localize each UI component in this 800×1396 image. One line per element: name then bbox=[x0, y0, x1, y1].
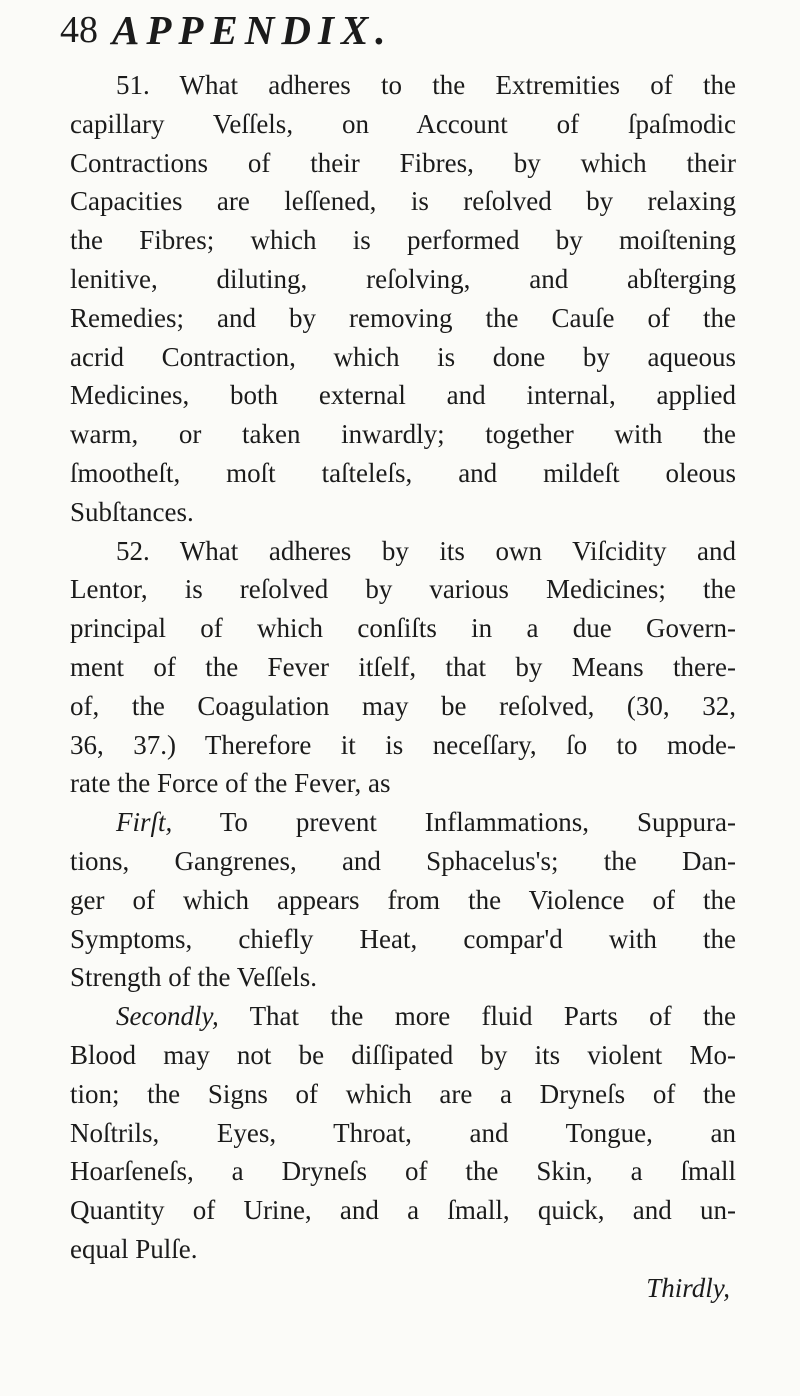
paragraph-second bbox=[70, 997, 736, 1269]
text-line: Blood may not be diſſipated by its violent Mo- bbox=[70, 1039, 736, 1070]
second-lead: Secondly, bbox=[116, 1001, 219, 1032]
text-line: Lentor, is reſolved by various Medicines; the bbox=[70, 574, 736, 605]
text-line: Contractions of their Fibres, by which their bbox=[70, 147, 736, 178]
paragraph-first bbox=[70, 803, 736, 997]
catchword-line bbox=[70, 1269, 736, 1308]
text-line: of, the Coagulation may be reſolved, (30, 32, bbox=[70, 690, 736, 721]
text-line: capillary Veſſels, on Account of ſpaſmodic bbox=[70, 108, 736, 139]
text-line: 52. What adheres by its own Viſcidity and bbox=[116, 535, 736, 566]
text-line: Strength of the Veſſels. bbox=[70, 962, 317, 993]
text-line: warm, or taken inwardly; together with the bbox=[70, 419, 736, 450]
text-line: acrid Contraction, which is done by aqueous bbox=[70, 341, 736, 372]
text-line: ment of the Fever itſelf, that by Means there- bbox=[70, 651, 736, 682]
running-head: APPENDIX. bbox=[112, 7, 393, 53]
page-number: 48 bbox=[60, 9, 98, 51]
text-line: lenitive, diluting, reſolving, and abſterging bbox=[70, 263, 736, 294]
text-line: tion; the Signs of which are a Dryneſs of the bbox=[70, 1078, 736, 1109]
text-line: Hoarſeneſs, a Dryneſs of the Skin, a ſmall bbox=[70, 1156, 736, 1187]
text-line: equal Pulſe. bbox=[70, 1233, 198, 1264]
second-line-rest: That the more fluid Parts of the bbox=[218, 1001, 736, 1032]
text-line: principal of which conſiſts in a due Govern- bbox=[70, 613, 736, 644]
catchword: Thirdly, bbox=[646, 1272, 730, 1303]
text-line bbox=[70, 997, 736, 1036]
first-line-rest: To prevent Inflammations, Suppura- bbox=[172, 807, 736, 838]
text-line bbox=[70, 803, 736, 842]
text-line: ger of which appears from the Violence of the bbox=[70, 884, 736, 915]
text-line: Noſtrils, Eyes, Throat, and Tongue, an bbox=[70, 1117, 736, 1148]
text-line: 36, 37.) Therefore it is neceſſary, ſo to mode- bbox=[70, 729, 736, 760]
text-line: the Fibres; which is performed by moiſtening bbox=[70, 225, 736, 256]
text-line: Capacities are leſſened, is reſolved by relaxing bbox=[70, 186, 736, 217]
text-line: 51. What adheres to the Extremities of the bbox=[116, 70, 736, 100]
text-line: Subſtances. bbox=[70, 496, 194, 527]
text-line: tions, Gangrenes, and Sphacelus's; the Dan- bbox=[70, 845, 736, 876]
text-line: Quantity of Urine, and a ſmall, quick, and un- bbox=[70, 1195, 736, 1226]
first-lead: Firſt, bbox=[116, 807, 173, 838]
page-header bbox=[60, 2, 740, 62]
paragraph-51 bbox=[70, 66, 736, 532]
body-text bbox=[70, 66, 736, 1308]
text-line: Remedies; and by removing the Cauſe of the bbox=[70, 302, 736, 333]
text-line: Symptoms, chiefly Heat, compar'd with the bbox=[70, 923, 736, 954]
text-line: Medicines, both external and internal, applied bbox=[70, 380, 736, 411]
paragraph-52 bbox=[70, 532, 736, 804]
text-line: rate the Force of the Fever, as bbox=[70, 768, 391, 799]
text-line: ſmootheſt, moſt taſteleſs, and mildeſt oleous bbox=[70, 457, 736, 488]
